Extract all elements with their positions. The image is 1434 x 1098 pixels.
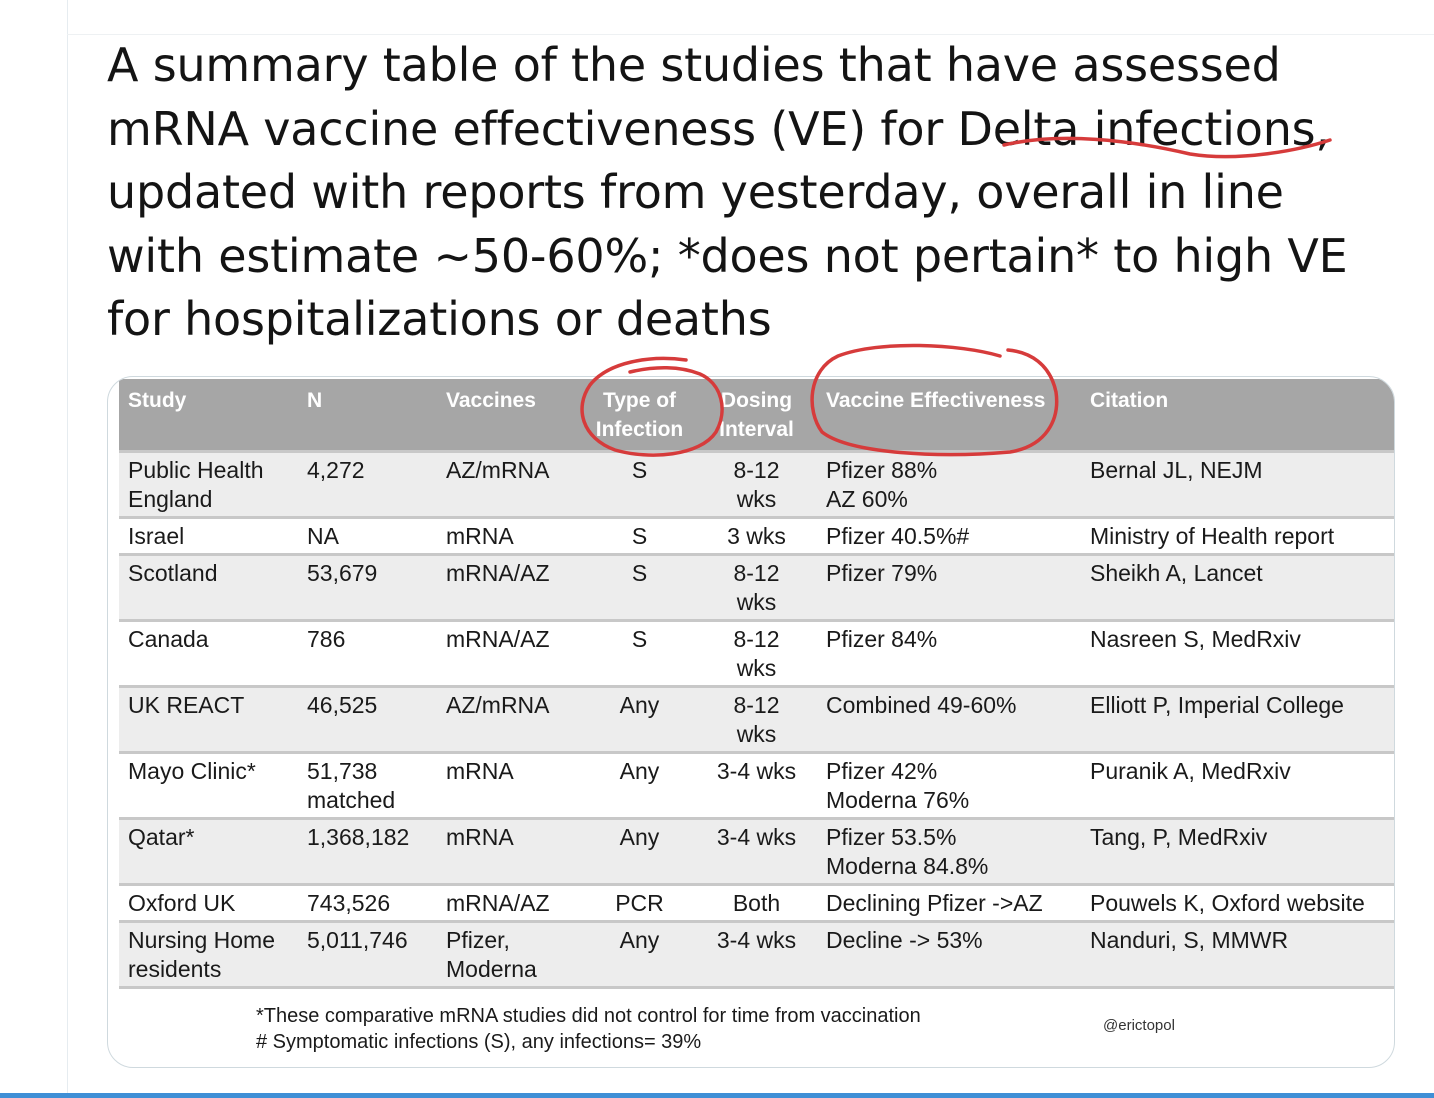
cell-text: 3-4 wks <box>716 927 797 953</box>
cell-citation <box>1081 753 1394 819</box>
cell-text: Israel <box>128 523 185 549</box>
cell-text: S <box>631 523 648 549</box>
footnote-time-control: *These comparative mRNA studies did not control for time from vaccination <box>256 1005 921 1027</box>
cell-text: 4,272 <box>307 457 365 483</box>
cell-text: Pfizer 53.5% <box>826 824 957 850</box>
cell-citation <box>1081 922 1394 988</box>
cell-vaccine-effectiveness <box>817 621 1081 687</box>
cell-dosing-interval <box>696 753 817 819</box>
header-label: N <box>307 389 323 412</box>
table-row <box>119 621 1394 687</box>
tweet-line: for hospitalizations or deaths <box>107 292 772 346</box>
table-row <box>119 922 1394 988</box>
cell-vaccines <box>437 452 583 518</box>
cell-text: 743,526 <box>307 890 391 916</box>
cell-type-of-infection <box>583 518 696 555</box>
tweet-line: updated with reports from yesterday, overall in line <box>107 165 1284 219</box>
cell-vaccines <box>437 753 583 819</box>
cell-text: Nanduri, S, MMWR <box>1090 927 1289 953</box>
cell-dosing-interval <box>696 452 817 518</box>
cell-text: AZ 60% <box>826 486 908 512</box>
cell-study <box>119 555 298 621</box>
table-row <box>119 819 1394 885</box>
cell-dosing-interval <box>696 518 817 555</box>
cell-vaccine-effectiveness <box>817 922 1081 988</box>
cell-text: Pfizer 40.5%# <box>826 523 970 549</box>
cell-text: mRNA <box>446 824 514 850</box>
header-label: Interval <box>719 418 794 441</box>
header-label: Vaccine Effectiveness <box>826 389 1046 412</box>
cell-citation <box>1081 819 1394 885</box>
cell-text: Nasreen S, MedRxiv <box>1090 626 1301 652</box>
cell-n <box>298 753 437 819</box>
cell-text: UK REACT <box>128 692 245 718</box>
cell-text: Both <box>732 890 781 916</box>
cell-vaccine-effectiveness <box>817 819 1081 885</box>
cell-vaccines <box>437 885 583 922</box>
cell-text: 46,525 <box>307 692 378 718</box>
cell-vaccines <box>437 518 583 555</box>
cell-n <box>298 555 437 621</box>
cell-n <box>298 621 437 687</box>
cell-text: Pouwels K, Oxford website <box>1090 890 1365 916</box>
cell-citation <box>1081 621 1394 687</box>
tweet-line: mRNA vaccine effectiveness (VE) for Delta infections, <box>107 101 1330 156</box>
cell-text: 8-12 <box>733 626 780 652</box>
cell-type-of-infection <box>583 555 696 621</box>
cell-dosing-interval <box>696 555 817 621</box>
cell-citation <box>1081 687 1394 753</box>
footnotes <box>256 1003 921 1055</box>
cell-text: 8-12 <box>733 457 780 483</box>
cell-study <box>119 621 298 687</box>
cell-text: Moderna <box>446 956 537 982</box>
cell-type-of-infection <box>583 819 696 885</box>
cell-text: residents <box>128 956 222 982</box>
cell-text: mRNA/AZ <box>446 560 550 586</box>
cell-vaccine-effectiveness <box>817 687 1081 753</box>
bottom-accent-bar <box>0 1093 1434 1098</box>
header-n <box>298 379 437 452</box>
cell-text: matched <box>307 787 396 813</box>
cell-type-of-infection <box>583 621 696 687</box>
cell-vaccine-effectiveness <box>817 452 1081 518</box>
cell-study <box>119 687 298 753</box>
cell-vaccine-effectiveness <box>817 555 1081 621</box>
cell-text: wks <box>736 655 777 681</box>
header-label: Type of <box>602 389 677 412</box>
cell-text: 53,679 <box>307 560 378 586</box>
table-row <box>119 518 1394 555</box>
cell-text: Nursing Home <box>128 927 275 953</box>
cell-study <box>119 819 298 885</box>
cell-text: 8-12 <box>733 692 780 718</box>
cell-vaccine-effectiveness <box>817 518 1081 555</box>
table-body <box>119 452 1394 988</box>
cell-text: Oxford UK <box>128 890 236 916</box>
cell-text: Pfizer 84% <box>826 626 938 652</box>
cell-text: S <box>631 457 648 483</box>
cell-text: Public Health <box>128 457 264 483</box>
header-vaccines <box>437 379 583 452</box>
cell-text: mRNA <box>446 758 514 784</box>
header-citation <box>1081 379 1394 452</box>
cell-text: England <box>128 486 213 512</box>
cell-text: Declining Pfizer ->AZ <box>826 890 1043 916</box>
cell-text: 3 wks <box>727 523 786 549</box>
cell-vaccines <box>437 687 583 753</box>
cell-text: Moderna 76% <box>826 787 970 813</box>
tweet-image-card[interactable] <box>107 376 1395 1068</box>
cell-text: S <box>631 560 648 586</box>
cell-text: 51,738 <box>307 758 378 784</box>
cell-text: mRNA/AZ <box>446 890 550 916</box>
timeline-border <box>67 0 68 1098</box>
cell-type-of-infection <box>583 452 696 518</box>
header-label: Citation <box>1090 389 1169 412</box>
cell-text: 3-4 wks <box>716 824 797 850</box>
cell-text: Combined 49-60% <box>826 692 1017 718</box>
cell-text: NA <box>307 523 339 549</box>
table-row <box>119 687 1394 753</box>
cell-text: Pfizer, <box>446 927 510 953</box>
cell-text: AZ/mRNA <box>446 457 550 483</box>
cell-text: Canada <box>128 626 209 652</box>
cell-dosing-interval <box>696 621 817 687</box>
cell-n <box>298 518 437 555</box>
header-dosing-interval <box>696 379 817 452</box>
tweet-text <box>107 34 1407 352</box>
table-row <box>119 753 1394 819</box>
cell-text: 3-4 wks <box>716 758 797 784</box>
cell-vaccine-effectiveness <box>817 885 1081 922</box>
cell-study <box>119 518 298 555</box>
cell-text: Elliott P, Imperial College <box>1090 692 1344 718</box>
cell-text: Sheikh A, Lancet <box>1090 560 1263 586</box>
header-label: Infection <box>595 418 684 441</box>
tweet-line: with estimate ~50-60%; *does not pertain* to high VE <box>107 228 1348 283</box>
vaccine-effectiveness-table <box>119 379 1394 989</box>
cell-citation <box>1081 452 1394 518</box>
cell-text: wks <box>736 589 777 615</box>
cell-text: Any <box>619 758 660 784</box>
tweet-line: A summary table of the studies that have assessed <box>107 38 1281 92</box>
header-vaccine-effectiveness <box>817 379 1081 452</box>
cell-vaccines <box>437 922 583 988</box>
cell-citation <box>1081 885 1394 922</box>
cell-n <box>298 687 437 753</box>
header-study <box>119 379 298 452</box>
footnote-symptomatic: # Symptomatic infections (S), any infections= 39% <box>256 1031 702 1053</box>
cell-citation <box>1081 555 1394 621</box>
cell-text: wks <box>736 486 777 512</box>
cell-text: Pfizer 79% <box>826 560 938 586</box>
cell-text: Ministry of Health report <box>1090 523 1335 549</box>
cell-study <box>119 922 298 988</box>
cell-dosing-interval <box>696 819 817 885</box>
table-header-row <box>119 379 1394 452</box>
cell-text: Pfizer 42% <box>826 758 938 784</box>
cell-text: Mayo Clinic* <box>128 758 256 784</box>
cell-n <box>298 885 437 922</box>
cell-citation <box>1081 518 1394 555</box>
cell-text: Pfizer 88% <box>826 457 938 483</box>
cell-text: Puranik A, MedRxiv <box>1090 758 1291 784</box>
cell-text: mRNA <box>446 523 514 549</box>
cell-text: Tang, P, MedRxiv <box>1090 824 1268 850</box>
cell-vaccines <box>437 819 583 885</box>
cell-text: 786 <box>307 626 346 652</box>
cell-text: Qatar* <box>128 824 195 850</box>
header-label: Study <box>128 389 187 412</box>
author-handle: @erictopol <box>1103 1017 1175 1034</box>
cell-text: Any <box>619 927 660 953</box>
cell-study <box>119 452 298 518</box>
cell-text: wks <box>736 721 777 747</box>
cell-n <box>298 819 437 885</box>
table-row <box>119 885 1394 922</box>
header-label: Vaccines <box>446 389 536 412</box>
cell-type-of-infection <box>583 885 696 922</box>
cell-text: PCR <box>615 890 664 916</box>
cell-text: Scotland <box>128 560 218 586</box>
cell-text: Any <box>619 824 660 850</box>
header-type-of-infection <box>583 379 696 452</box>
cell-text: AZ/mRNA <box>446 692 550 718</box>
cell-text: Decline -> 53% <box>826 927 983 953</box>
cell-study <box>119 885 298 922</box>
cell-dosing-interval <box>696 922 817 988</box>
cell-dosing-interval <box>696 885 817 922</box>
cell-text: mRNA/AZ <box>446 626 550 652</box>
cell-text: Any <box>619 692 660 718</box>
cell-text: 5,011,746 <box>307 927 408 953</box>
cell-text: Bernal JL, NEJM <box>1090 457 1263 483</box>
cell-text: 1,368,182 <box>307 824 410 850</box>
cell-vaccines <box>437 555 583 621</box>
cell-text: Moderna 84.8% <box>826 853 989 879</box>
header-label: Dosing <box>720 389 793 412</box>
cell-n <box>298 452 437 518</box>
cell-dosing-interval <box>696 687 817 753</box>
cell-type-of-infection <box>583 922 696 988</box>
cell-vaccine-effectiveness <box>817 753 1081 819</box>
cell-study <box>119 753 298 819</box>
cell-vaccines <box>437 621 583 687</box>
cell-text: S <box>631 626 648 652</box>
cell-type-of-infection <box>583 753 696 819</box>
cell-text: 8-12 <box>733 560 780 586</box>
cell-type-of-infection <box>583 687 696 753</box>
cell-n <box>298 922 437 988</box>
table-row <box>119 555 1394 621</box>
table-row <box>119 452 1394 518</box>
